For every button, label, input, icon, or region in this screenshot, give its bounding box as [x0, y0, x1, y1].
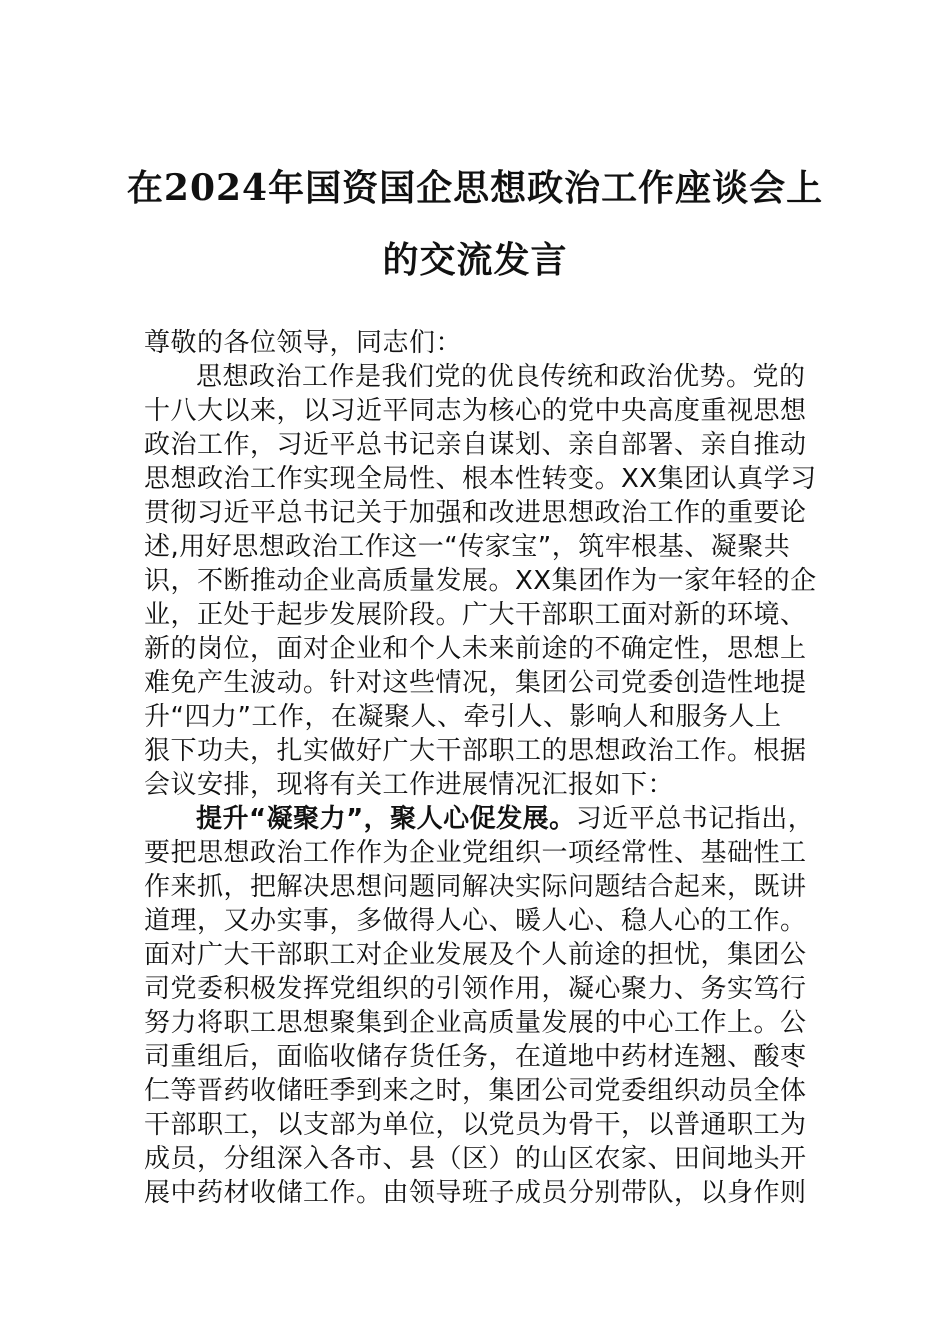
body-line [144, 462, 844, 496]
body-line-text: 思想政治工作是我们党的优良传统和政治优势。党的 [196, 362, 806, 392]
body-line-text: 道理，又办实事，多做得人心、暖人心、稳人心的工作。 [144, 906, 807, 936]
body-line [144, 1176, 844, 1210]
body-line [144, 734, 844, 768]
body-line [144, 836, 844, 870]
section-heading: 提升“凝聚力”，聚人心促发展。 [196, 804, 576, 834]
body-line-text: 述,用好思想政治工作这一“传家宝”，筑牢根基、凝聚共 [144, 532, 791, 562]
body-line [144, 1006, 844, 1040]
body-line-text: 成员，分组深入各市、县（区）的山区农家、田间地头开 [144, 1144, 807, 1174]
body-line-text: 面对广大干部职工对企业发展及个人前途的担忧，集团公 [144, 940, 807, 970]
body-line [144, 394, 844, 428]
body-line [144, 870, 844, 904]
body-line-text: 思想政治工作实现全局性、根本性转变。XX集团认真学习 [144, 464, 817, 494]
document-body [144, 326, 844, 1210]
body-line-text: 努力将职工思想聚集到企业高质量发展的中心工作上。公 [144, 1008, 807, 1038]
document-title-line-1: 在2024年国资国企思想政治工作座谈会上 [126, 167, 824, 209]
body-line [144, 700, 844, 734]
body-line [144, 1108, 844, 1142]
body-line-text: 识，不断推动企业高质量发展。XX集团作为一家年轻的企 [144, 566, 817, 596]
body-lines [144, 360, 844, 1210]
body-line-text: 政治工作，习近平总书记亲自谋划、亲自部署、亲自推动 [144, 430, 807, 460]
body-line [144, 530, 844, 564]
body-line [144, 802, 844, 836]
body-line [144, 428, 844, 462]
body-line-text: 仁等晋药收储旺季到来之时，集团公司党委组织动员全体 [144, 1076, 807, 1106]
body-line-text: 贯彻习近平总书记关于加强和改进思想政治工作的重要论 [144, 498, 807, 528]
document-title-line-2: 的交流发言 [382, 239, 568, 281]
body-line [144, 564, 844, 598]
body-line-text: 新的岗位，面对企业和个人未来前途的不确定性，思想上 [144, 634, 807, 664]
body-line [144, 360, 844, 394]
body-line [144, 598, 844, 632]
body-line [144, 1074, 844, 1108]
body-line-text: 习近平总书记指出， [575, 804, 815, 834]
body-line-text: 司党委积极发挥党组织的引领作用，凝心聚力、务实笃行 [144, 974, 807, 1004]
body-line-text: 会议安排，现将有关工作进展情况汇报如下： [144, 770, 675, 800]
body-line-text: 司重组后，面临收储存货任务，在道地中药材连翘、酸枣 [144, 1042, 807, 1072]
body-line-text: 业，正处于起步发展阶段。广大干部职工面对新的环境、 [144, 600, 807, 630]
body-line-text: 十八大以来，以习近平同志为核心的党中央高度重视思想 [144, 396, 807, 426]
body-line [144, 496, 844, 530]
body-line-text: 展中药材收储工作。由领导班子成员分别带队，以身作则 [144, 1178, 807, 1208]
body-line [144, 1040, 844, 1074]
body-line [144, 938, 844, 972]
body-line-text: 升“四力”工作，在凝聚人、牵引人、影响人和服务人上 [144, 702, 782, 732]
body-line [144, 1142, 844, 1176]
body-line-text: 要把思想政治工作作为企业党组织一项经常性、基础性工 [144, 838, 807, 868]
body-line [144, 972, 844, 1006]
salutation: 尊敬的各位领导，同志们： [144, 328, 463, 358]
body-line-text: 狠下功夫，扎实做好广大干部职工的思想政治工作。根据 [144, 736, 807, 766]
body-line-text: 干部职工，以支部为单位，以党员为骨干，以普通职工为 [144, 1110, 807, 1140]
body-line-text: 作来抓，把解决思想问题同解决实际问题结合起来，既讲 [144, 872, 807, 902]
body-line [144, 904, 844, 938]
body-line-text: 难免产生波动。针对这些情况，集团公司党委创造性地提 [144, 668, 807, 698]
body-line [144, 632, 844, 666]
body-line [144, 768, 844, 802]
body-line [144, 666, 844, 700]
